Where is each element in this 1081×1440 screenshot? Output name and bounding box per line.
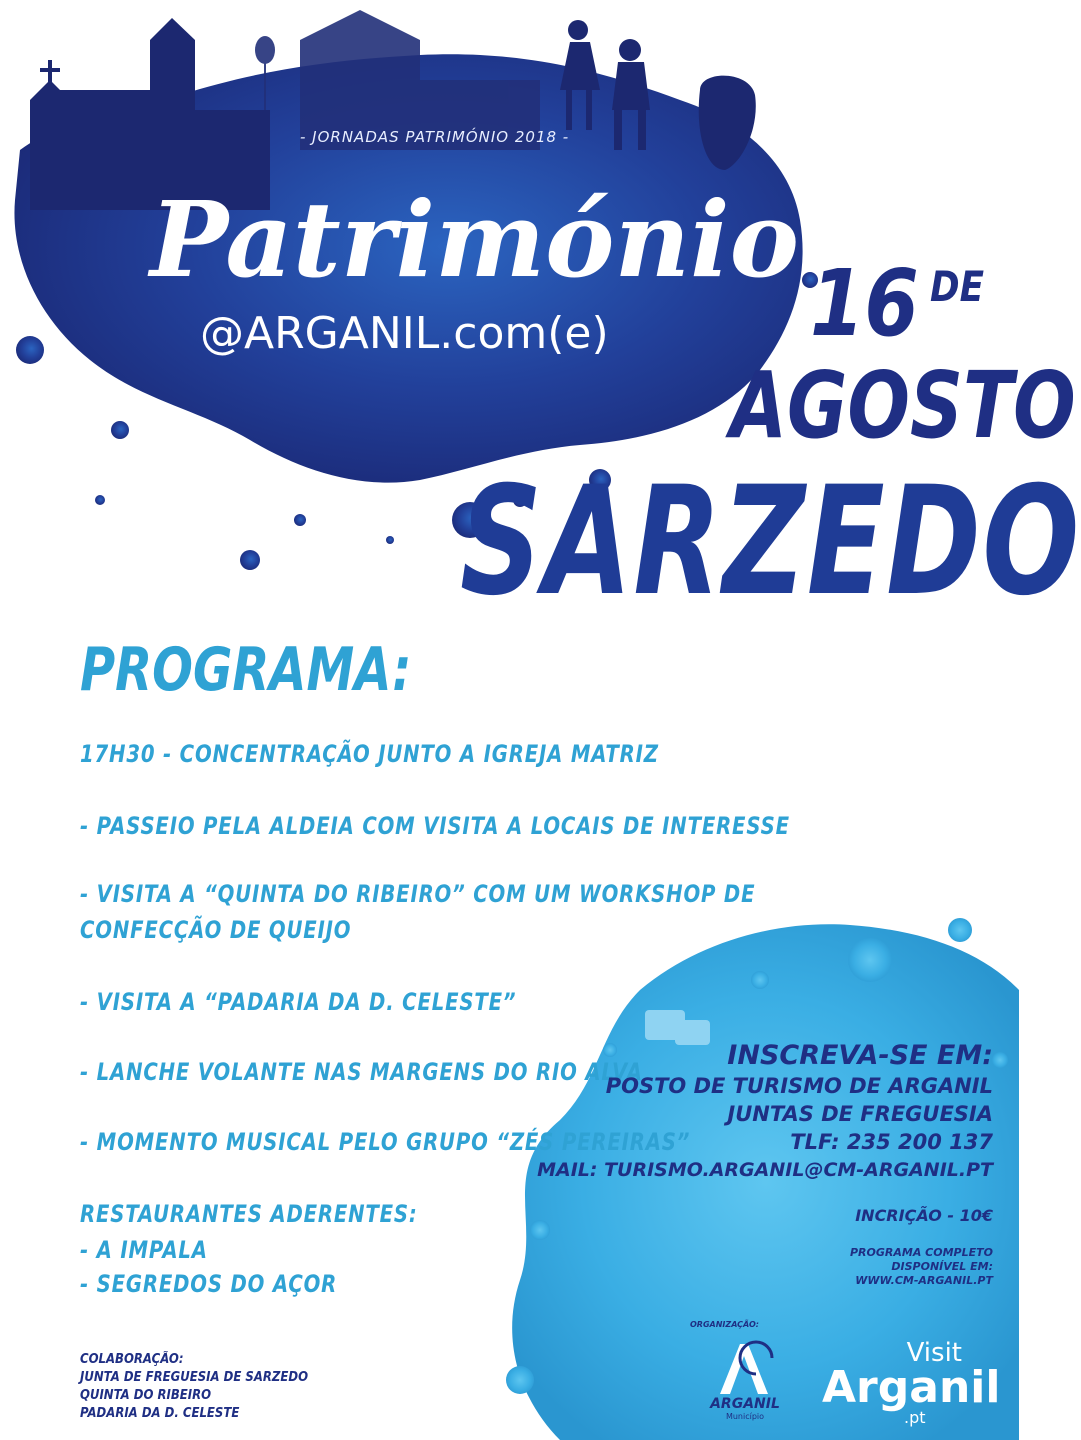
place-name: SARZEDO — [460, 455, 1081, 629]
program-item: CONFECÇÃO DE QUEIJO — [80, 916, 352, 944]
date-de: DE — [930, 262, 985, 311]
colaboracao-item: PADARIA DA D. CELESTE — [80, 1406, 240, 1421]
program-item: - PASSEIO PELA ALDEIA COM VISITA A LOCAIS DE INTERESSE — [80, 812, 790, 840]
date-day: 16 — [810, 250, 919, 357]
program-item: - VISITA A “QUINTA DO RIBEIRO” COM UM WORKSHOP DE — [80, 880, 756, 908]
inscricao-email: MAIL: TURISMO.ARGANIL@CM-ARGANIL.PT — [537, 1159, 993, 1181]
programa-completo-line: DISPONÍVEL EM: — [891, 1260, 993, 1273]
organizacao-label: ORGANIZAÇÃO: — [690, 1320, 759, 1329]
arganil-logo-sub: Município — [725, 1412, 765, 1421]
pt-word: .pt — [904, 1408, 926, 1427]
arganil-logo-text: ARGANIL — [710, 1396, 780, 1412]
colaboracao-item: QUINTA DO RIBEIRO — [80, 1388, 212, 1403]
inscricao-line: JUNTAS DE FREGUESIA — [727, 1102, 993, 1126]
restaurant-item: - SEGREDOS DO AÇOR — [80, 1270, 338, 1298]
programa-completo-line: PROGRAMA COMPLETO — [850, 1246, 993, 1259]
colaboracao-heading: COLABORAÇÃO: — [80, 1352, 184, 1367]
inscricao-phone: TLF: 235 200 137 — [790, 1130, 993, 1154]
restaurantes-heading: RESTAURANTES ADERENTES: — [80, 1200, 418, 1228]
date-month: AGOSTO — [730, 352, 1076, 459]
programa-completo-url: WWW.CM-ARGANIL.PT — [855, 1274, 993, 1287]
visit-arganil-logo — [822, 1340, 1002, 1426]
event-series-label: - JORNADAS PATRIMÓNIO 2018 - — [300, 128, 570, 146]
programa-heading: PROGRAMA: — [80, 635, 412, 705]
colaboracao-item: JUNTA DE FREGUESIA DE SARZEDO — [80, 1370, 309, 1385]
arganil-municipio-logo — [690, 1340, 800, 1430]
arganil-word: Arganil — [822, 1362, 1001, 1413]
program-item: 17H30 - CONCENTRAÇÃO JUNTO A IGREJA MATRIZ — [80, 740, 659, 768]
program-item: - MOMENTO MUSICAL PELO GRUPO “ZÉS PEREIRAS” — [80, 1128, 691, 1156]
restaurant-item: - A IMPALA — [80, 1236, 208, 1264]
inscricao-heading: INSCREVA-SE EM: — [727, 1040, 993, 1071]
inscricao-block — [537, 1040, 993, 1288]
program-item: - VISITA A “PADARIA DA D. CELESTE” — [80, 988, 517, 1016]
arganil-a-icon — [710, 1340, 780, 1396]
visit-word: Visit — [906, 1338, 962, 1368]
title-patrimonio: Património — [150, 178, 800, 301]
inscricao-line: POSTO DE TURISMO DE ARGANIL — [605, 1074, 993, 1098]
subtitle-arganil: @ARGANIL.com(e) — [200, 308, 609, 359]
inscricao-price: INCRIÇÃO - 10€ — [855, 1206, 993, 1225]
program-item: - LANCHE VOLANTE NAS MARGENS DO RIO ALVA — [80, 1058, 643, 1086]
